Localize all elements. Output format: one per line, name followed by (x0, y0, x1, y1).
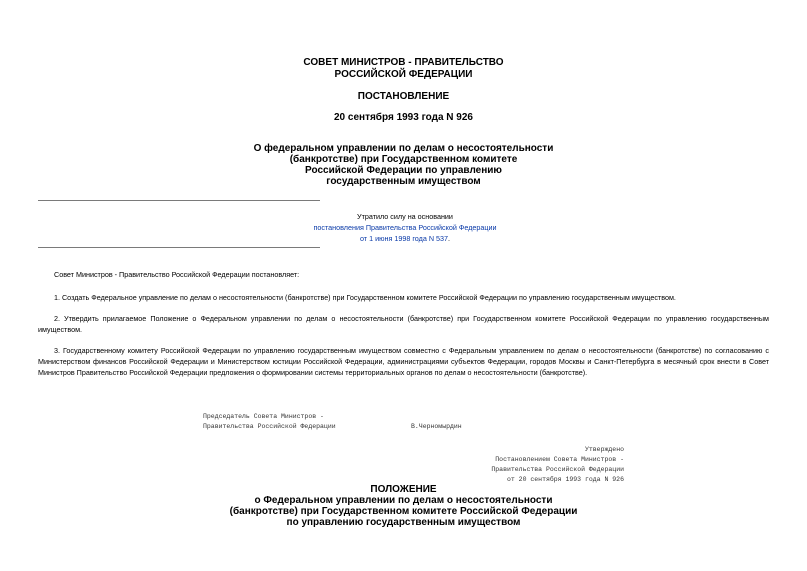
paragraph-3: 3. Государственному комитету Российской Федерации по управлению государственным имуществом совместно с Федеральным управлением по делам о несостоятельности (банкротстве) по согласованию с Министерством финансов Российской Федерации и Министерством юстиции Российской Федерации, администрациями субъектов Федерации, городов Москвы и Санкт-Петербурга в месячный срок внести в Совет Министров Правительство Российской Федерации предложения о формировании системы территориальных органов по делам о несостоятельности (банкротстве). (38, 346, 769, 377)
status-note-link-line1[interactable] (230, 222, 580, 233)
signature-name: В.Черномырдин (411, 423, 462, 430)
doc-title-line4: государственным имуществом (326, 176, 481, 187)
signature-role-line1: Председатель Совета Министров - (203, 413, 324, 420)
signature-role-line2: Правительства Российской Федерации (203, 423, 336, 430)
doc-title-line1: О федеральном управлении по делам о несостоятельности (253, 143, 554, 154)
org-name-line2: РОССИЙСКОЙ ФЕДЕРАЦИИ (334, 69, 473, 80)
repeal-link-suffix: . (448, 234, 451, 243)
approval-line1: Утверждено (584, 446, 624, 453)
approval-line4: от 20 сентября 1993 года N 926 (506, 476, 624, 483)
status-note-link-line2[interactable] (230, 233, 580, 244)
status-note-line1: Утратило силу на основании (357, 212, 453, 221)
divider-bottom (38, 247, 320, 248)
doc-date-number: 20 сентября 1993 года N 926 (334, 112, 473, 123)
regulation-line3: по управлению государственным имуществом (286, 517, 521, 528)
approval-line2: Постановлением Совета Министров - (495, 456, 624, 463)
repeal-link-text2[interactable]: от 1 июня 1998 года N 537 (359, 234, 449, 243)
regulation-heading: ПОЛОЖЕНИЕ (370, 484, 437, 495)
org-name-line1: СОВЕТ МИНИСТРОВ - ПРАВИТЕЛЬСТВО (303, 57, 504, 68)
repeal-link-text1[interactable]: постановления Правительства Российской Федерации (313, 223, 497, 232)
paragraph-1: 1. Создать Федеральное управление по делам о несостоятельности (банкротстве) при Государственном комитете Российской Федерации по управлению государственным имуществом. (54, 293, 676, 302)
doc-title-line3: Российской Федерации по управлению (305, 165, 502, 176)
paragraph-intro: Совет Министров - Правительство Российской Федерации постановляет: (54, 270, 300, 279)
approval-line3: Правительства Российской Федерации (491, 466, 624, 473)
doc-type: ПОСТАНОВЛЕНИЕ (357, 91, 450, 102)
paragraph-2: 2. Утвердить прилагаемое Положение о Федеральном управлении по делам о несостоятельности (банкротстве) при Государственном комитете Российской Федерации по управлению государственным имуществом. (38, 314, 769, 334)
divider-top (38, 200, 320, 201)
regulation-line2: (банкротстве) при Государственном комитете Российской Федерации (229, 506, 578, 517)
doc-title-line2: (банкротстве) при Государственном комитете (289, 154, 518, 165)
regulation-line1: о Федеральном управлении по делам о несостоятельности (254, 495, 553, 506)
